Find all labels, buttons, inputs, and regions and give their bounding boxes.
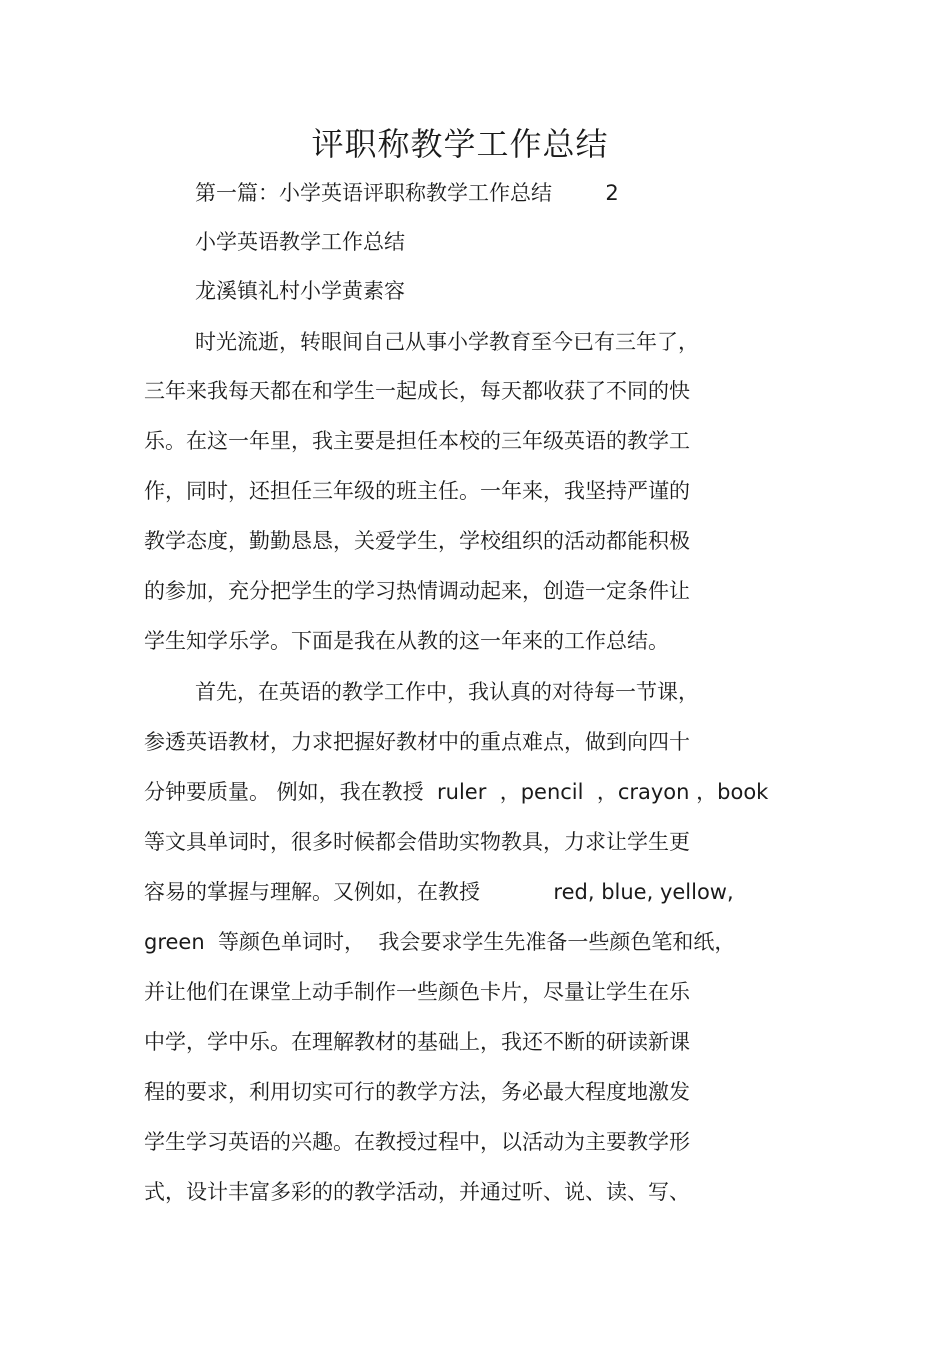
- section-heading: 第一篇：小学英语评职称教学工作总结 2: [195, 181, 619, 205]
- paragraph-line: 中学，学中乐。在理解教材的基础上，我还不断的研读新课: [144, 1030, 690, 1054]
- paragraph-line: 学生学习英语的兴趣。在教授过程中，以活动为主要教学形: [144, 1130, 690, 1154]
- paragraph-line: 参透英语教材，力求把握好教材中的重点难点，做到向四十: [144, 730, 690, 754]
- paragraph-line: 时光流逝，转眼间自己从事小学教育至今已有三年了，: [195, 330, 699, 354]
- paragraph-line: 三年来我每天都在和学生一起成长，每天都收获了不同的快: [144, 379, 690, 403]
- paragraph-line: 容易的掌握与理解。又例如，在教授 red, blue, yellow,: [144, 880, 734, 904]
- paragraph-line: 乐。在这一年里，我主要是担任本校的三年级英语的教学工: [144, 429, 690, 453]
- paragraph-line: 学生知学乐学。下面是我在从教的这一年来的工作总结。: [144, 629, 669, 653]
- paragraph-line: 并让他们在课堂上动手制作一些颜色卡片，尽量让学生在乐: [144, 980, 690, 1004]
- paragraph-line: 分钟要质量。 例如，我在教授 ruler ，pencil ，crayon ，book: [144, 780, 769, 804]
- subtitle: 小学英语教学工作总结: [195, 230, 405, 254]
- paragraph-line: 作，同时，还担任三年级的班主任。一年来，我坚持严谨的: [144, 479, 690, 503]
- paragraph-line: green 等颜色单词时， 我会要求学生先准备一些颜色笔和纸，: [144, 930, 736, 954]
- paragraph-line: 的参加，充分把学生的学习热情调动起来，创造一定条件让: [144, 579, 690, 603]
- paragraph-line: 式，设计丰富多彩的的教学活动，并通过听、说、读、写、: [144, 1180, 690, 1204]
- paragraph-line: 教学态度，勤勤恳恳，关爱学生，学校组织的活动都能积极: [144, 529, 690, 553]
- author-line: 龙溪镇礼村小学黄素容: [195, 279, 405, 303]
- paragraph-line: 等文具单词时，很多时候都会借助实物教具，力求让学生更: [144, 830, 690, 854]
- paragraph-line: 程的要求，利用切实可行的教学方法，务必最大程度地激发: [144, 1080, 690, 1104]
- document-title: 评职称教学工作总结: [311, 125, 609, 163]
- paragraph-line: 首先，在英语的教学工作中，我认真的对待每一节课，: [195, 680, 699, 704]
